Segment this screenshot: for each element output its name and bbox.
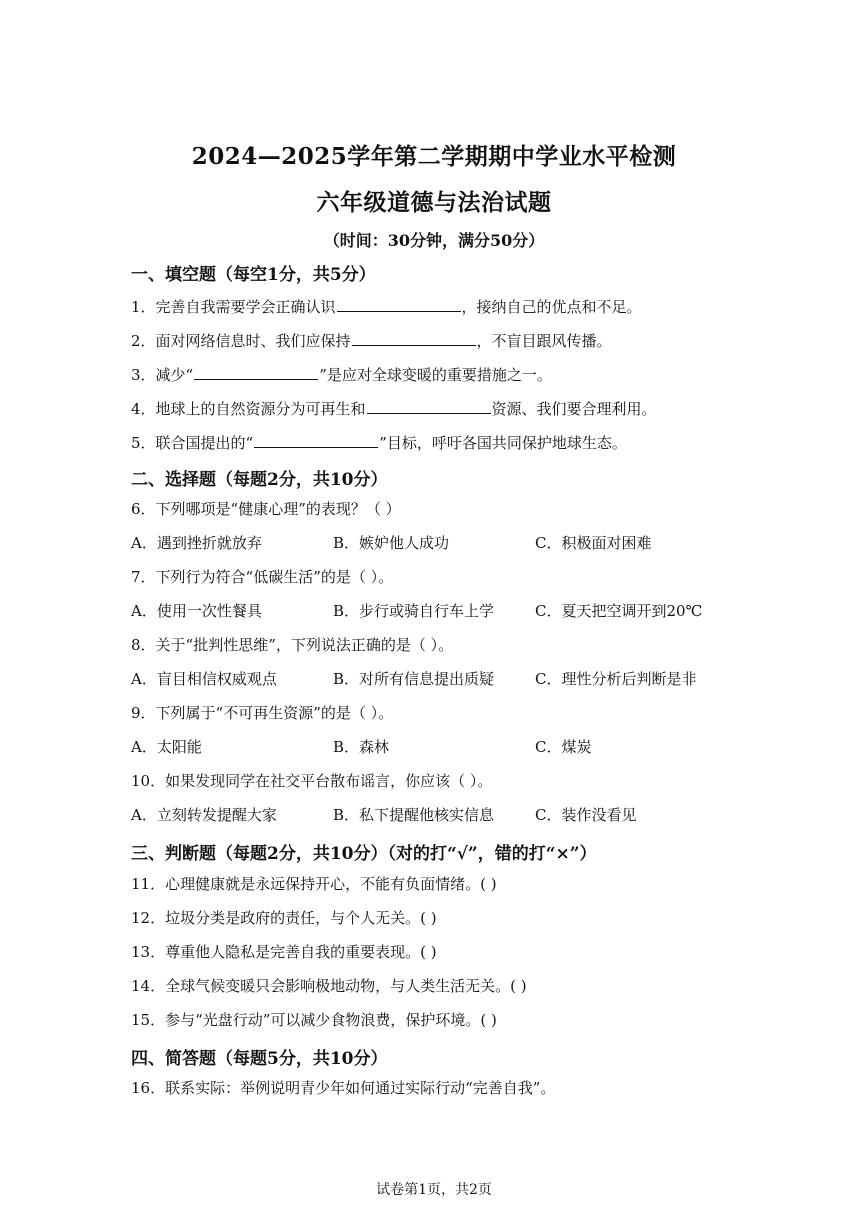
section-heading-short-answer: 四、简答题（每题5分，共10分） — [131, 1049, 388, 1069]
choice-option-b[interactable]: B．步行或骑自行车上学 — [333, 602, 495, 620]
choice-question-6: 6．下列哪项是“健康心理”的表现？（ ） — [131, 500, 401, 518]
fill-question-3: 3．减少“ ”是应对全球变暖的重要措施之一。 — [131, 363, 552, 385]
answer-blank[interactable] — [254, 431, 378, 448]
choice-option-c[interactable]: C．煤炭 — [535, 738, 592, 756]
choice-option-a[interactable]: A．太阳能 — [131, 738, 202, 756]
choice-question-7: 7．下列行为符合“低碳生活”的是（ ）。 — [131, 568, 394, 586]
choice-option-b[interactable]: B．森林 — [333, 738, 390, 756]
choice-option-b[interactable]: B．嫉妒他人成功 — [333, 534, 450, 552]
choice-question-9: 9．下列属于“不可再生资源”的是（ ）。 — [131, 704, 394, 722]
section-heading-judge: 三、判断题（每题2分，共10分）（对的打“√”，错的打“×”） — [131, 844, 597, 864]
answer-blank[interactable] — [352, 329, 476, 346]
section-heading-fill: 一、填空题（每空1分，共5分） — [131, 265, 376, 285]
choice-option-a[interactable]: A．盲目相信权威观点 — [131, 670, 277, 688]
choice-question-10: 10．如果发现同学在社交平台散布谣言，你应该（ ）。 — [131, 772, 493, 790]
choice-option-c[interactable]: C．夏天把空调开到20℃ — [535, 602, 703, 620]
fill-question-4: 4．地球上的自然资源分为可再生和 资源、我们要合理利用。 — [131, 397, 657, 419]
judge-question-12: 12．垃圾分类是政府的责任，与个人无关。( ) — [131, 909, 437, 927]
fill-question-1: 1．完善自我需要学会正确认识 ，接纳自己的优点和不足。 — [131, 295, 642, 317]
choice-option-a[interactable]: A．使用一次性餐具 — [131, 602, 262, 620]
judge-question-13: 13．尊重他人隐私是完善自我的重要表现。( ) — [131, 943, 437, 961]
answer-blank[interactable] — [337, 295, 461, 312]
section-heading-choice: 二、选择题（每题2分，共10分） — [131, 470, 388, 490]
choice-option-c[interactable]: C．理性分析后判断是非 — [535, 670, 697, 688]
exam-title: 2024—2025学年第二学期期中学业水平检测 — [191, 143, 677, 170]
fill-question-5: 5．联合国提出的“ ”目标，呼吁各国共同保护地球生态。 — [131, 431, 627, 453]
judge-question-15: 15．参与“光盘行动”可以减少食物浪费，保护环境。( ) — [131, 1011, 497, 1029]
choice-option-c[interactable]: C．积极面对困难 — [535, 534, 652, 552]
choice-option-a[interactable]: A．立刻转发提醒大家 — [131, 806, 277, 824]
judge-question-14: 14．全球气候变暖只会影响极地动物，与人类生活无关。( ) — [131, 977, 527, 995]
choice-option-c[interactable]: C．装作没看见 — [535, 806, 637, 824]
fill-question-2: 2．面对网络信息时、我们应保持 ，不盲目跟风传播。 — [131, 329, 612, 351]
choice-question-8: 8．关于“批判性思维”，下列说法正确的是（ ）。 — [131, 636, 454, 654]
answer-blank[interactable] — [194, 363, 318, 380]
choice-option-a[interactable]: A．遇到挫折就放弃 — [131, 534, 262, 552]
answer-blank[interactable] — [367, 397, 491, 414]
exam-subject-title: 六年级道德与法治试题 — [316, 189, 552, 216]
exam-time-info: （时间：30分钟，满分50分） — [323, 231, 545, 250]
page-footer: 试卷第1页，共2页 — [376, 1182, 492, 1198]
choice-option-b[interactable]: B．对所有信息提出质疑 — [333, 670, 495, 688]
short-question-16: 16．联系实际：举例说明青少年如何通过实际行动“完善自我”。 — [131, 1079, 556, 1097]
choice-option-b[interactable]: B．私下提醒他核实信息 — [333, 806, 495, 824]
judge-question-11: 11．心理健康就是永远保持开心，不能有负面情绪。( ) — [131, 875, 497, 893]
